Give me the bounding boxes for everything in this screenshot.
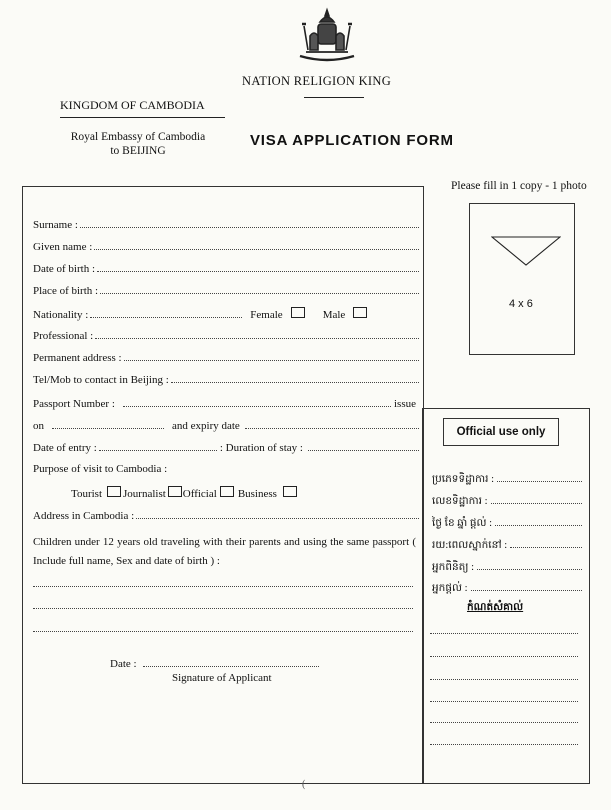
journalist-label: Journalist <box>123 488 166 500</box>
surname-label: Surname : <box>33 219 78 231</box>
date-label: Date : <box>110 658 137 670</box>
purpose-options-row <box>71 486 301 500</box>
royal-crest-icon <box>296 6 358 66</box>
fill-instruction: Please fill in 1 copy - 1 photo <box>451 180 587 192</box>
official-row-checker <box>432 560 582 576</box>
stay-label: រយ:ពេលស្នាក់នៅ : <box>432 540 508 551</box>
business-checkbox[interactable] <box>283 486 297 497</box>
checker-field[interactable] <box>477 560 582 570</box>
national-motto: NATION RELIGION KING <box>242 74 392 88</box>
pob-row <box>33 284 419 297</box>
children-note: Children under 12 years old traveling with their parents and using the same passport ( Include full name, Sex and date of birth ) : <box>33 536 416 567</box>
given-name-field[interactable] <box>94 240 419 250</box>
expiry-label: and expiry date <box>172 420 240 432</box>
remarks-heading: កំណត់សំគាល់ <box>467 602 524 613</box>
page-title: VISA APPLICATION FORM <box>250 132 454 149</box>
checker-label: អ្នកពិនិត្យ : <box>432 562 474 573</box>
pob-label: Place of birth : <box>33 285 99 297</box>
children-line-2[interactable] <box>33 607 413 609</box>
official-row-issue-date <box>432 516 582 532</box>
address-cambodia-field[interactable] <box>136 509 419 519</box>
dob-field[interactable] <box>97 262 419 272</box>
issue-label: issue <box>394 398 416 410</box>
duration-field[interactable] <box>308 441 419 451</box>
permanent-address-row <box>33 351 419 364</box>
nationality-label: Nationality : <box>33 309 89 321</box>
purpose-label: Purpose of visit to Cambodia : <box>33 463 168 475</box>
kingdom-name: KINGDOM OF CAMBODIA <box>60 98 205 112</box>
given-name-row <box>33 240 419 253</box>
passport-label: Passport Number : <box>33 398 115 410</box>
visa-type-field[interactable] <box>497 472 582 482</box>
official-checkbox[interactable] <box>220 486 234 497</box>
surname-field[interactable] <box>80 218 419 228</box>
scan-mark: ( <box>302 779 306 790</box>
entry-row <box>33 441 419 454</box>
stay-field[interactable] <box>510 538 582 548</box>
children-line-3[interactable] <box>33 630 413 632</box>
issuer-label: អ្នកផ្តល់ : <box>432 583 468 594</box>
female-checkbox[interactable] <box>291 307 305 318</box>
official-use-title: Official use only <box>443 418 559 446</box>
professional-label: Professional : <box>33 330 94 342</box>
visa-number-field[interactable] <box>491 494 582 504</box>
visa-type-label: ប្រភេទទិដ្ឋាការ : <box>432 474 494 485</box>
professional-field[interactable] <box>95 329 419 339</box>
permanent-address-label: Permanent address : <box>33 352 122 364</box>
remarks-line-6[interactable] <box>430 743 578 745</box>
permanent-address-field[interactable] <box>124 351 419 361</box>
business-label: Business <box>237 488 277 500</box>
tel-label: Tel/Mob to contact in Beijing : <box>33 374 169 386</box>
embassy-line-1: Royal Embassy of Cambodia <box>70 131 206 143</box>
photo-triangle-icon <box>491 236 561 266</box>
tel-field[interactable] <box>171 373 419 383</box>
male-checkbox[interactable] <box>353 307 367 318</box>
dob-row <box>33 262 419 275</box>
date-row <box>110 657 319 670</box>
official-issue-date-field[interactable] <box>495 516 582 526</box>
remarks-line-5[interactable] <box>430 721 578 723</box>
remarks-line-1[interactable] <box>430 632 578 634</box>
dob-label: Date of birth : <box>33 263 96 275</box>
official-row-visa-number <box>432 494 582 510</box>
motto-underline <box>304 97 364 98</box>
tourist-label: Tourist <box>71 488 103 500</box>
female-label: Female <box>250 309 283 321</box>
signature-label: Signature of Applicant <box>172 672 272 684</box>
issue-expiry-row <box>33 419 419 432</box>
issue-date-label: ថ្ងៃ ខែ ឆ្នាំ ផ្តល់ : <box>432 518 493 529</box>
official-row-visa-type <box>432 472 582 488</box>
pob-field[interactable] <box>100 284 419 294</box>
nationality-field[interactable] <box>90 308 242 318</box>
official-row-stay <box>432 538 582 554</box>
visa-number-label: លេខទិដ្ឋាការ : <box>432 496 488 507</box>
tel-row <box>33 373 419 386</box>
issuer-field[interactable] <box>471 581 582 591</box>
kingdom-underline <box>60 117 225 118</box>
purpose-row <box>33 463 167 475</box>
embassy-name <box>58 130 218 158</box>
remarks-line-3[interactable] <box>430 678 578 680</box>
entry-field[interactable] <box>99 441 217 451</box>
journalist-checkbox[interactable] <box>168 486 182 497</box>
address-cambodia-row <box>33 509 419 522</box>
given-name-label: Given name : <box>33 241 93 253</box>
remarks-line-2[interactable] <box>430 655 578 657</box>
male-label: Male <box>322 309 346 321</box>
official-row-issuer <box>432 581 582 597</box>
remarks-line-4[interactable] <box>430 700 578 702</box>
embassy-line-2: to BEIJING <box>110 145 166 157</box>
nationality-row <box>33 307 371 321</box>
applicant-section <box>22 186 424 784</box>
issue-on-label: on <box>33 420 44 432</box>
photo-size-label: 4 x 6 <box>509 298 533 310</box>
photo-placeholder <box>469 203 575 355</box>
passport-row <box>33 397 419 410</box>
entry-label: Date of entry : <box>33 442 97 454</box>
children-line-1[interactable] <box>33 585 413 587</box>
tourist-checkbox[interactable] <box>107 486 121 497</box>
official-label: Official <box>182 488 217 500</box>
expiry-date-field[interactable] <box>245 419 419 429</box>
duration-label: : Duration of stay : <box>219 442 303 454</box>
date-field[interactable] <box>143 657 319 667</box>
surname-row <box>33 218 419 231</box>
professional-row <box>33 329 419 342</box>
address-cambodia-label: Address in Cambodia : <box>33 510 135 522</box>
passport-field[interactable] <box>123 397 391 407</box>
issue-date-field[interactable] <box>52 419 164 429</box>
